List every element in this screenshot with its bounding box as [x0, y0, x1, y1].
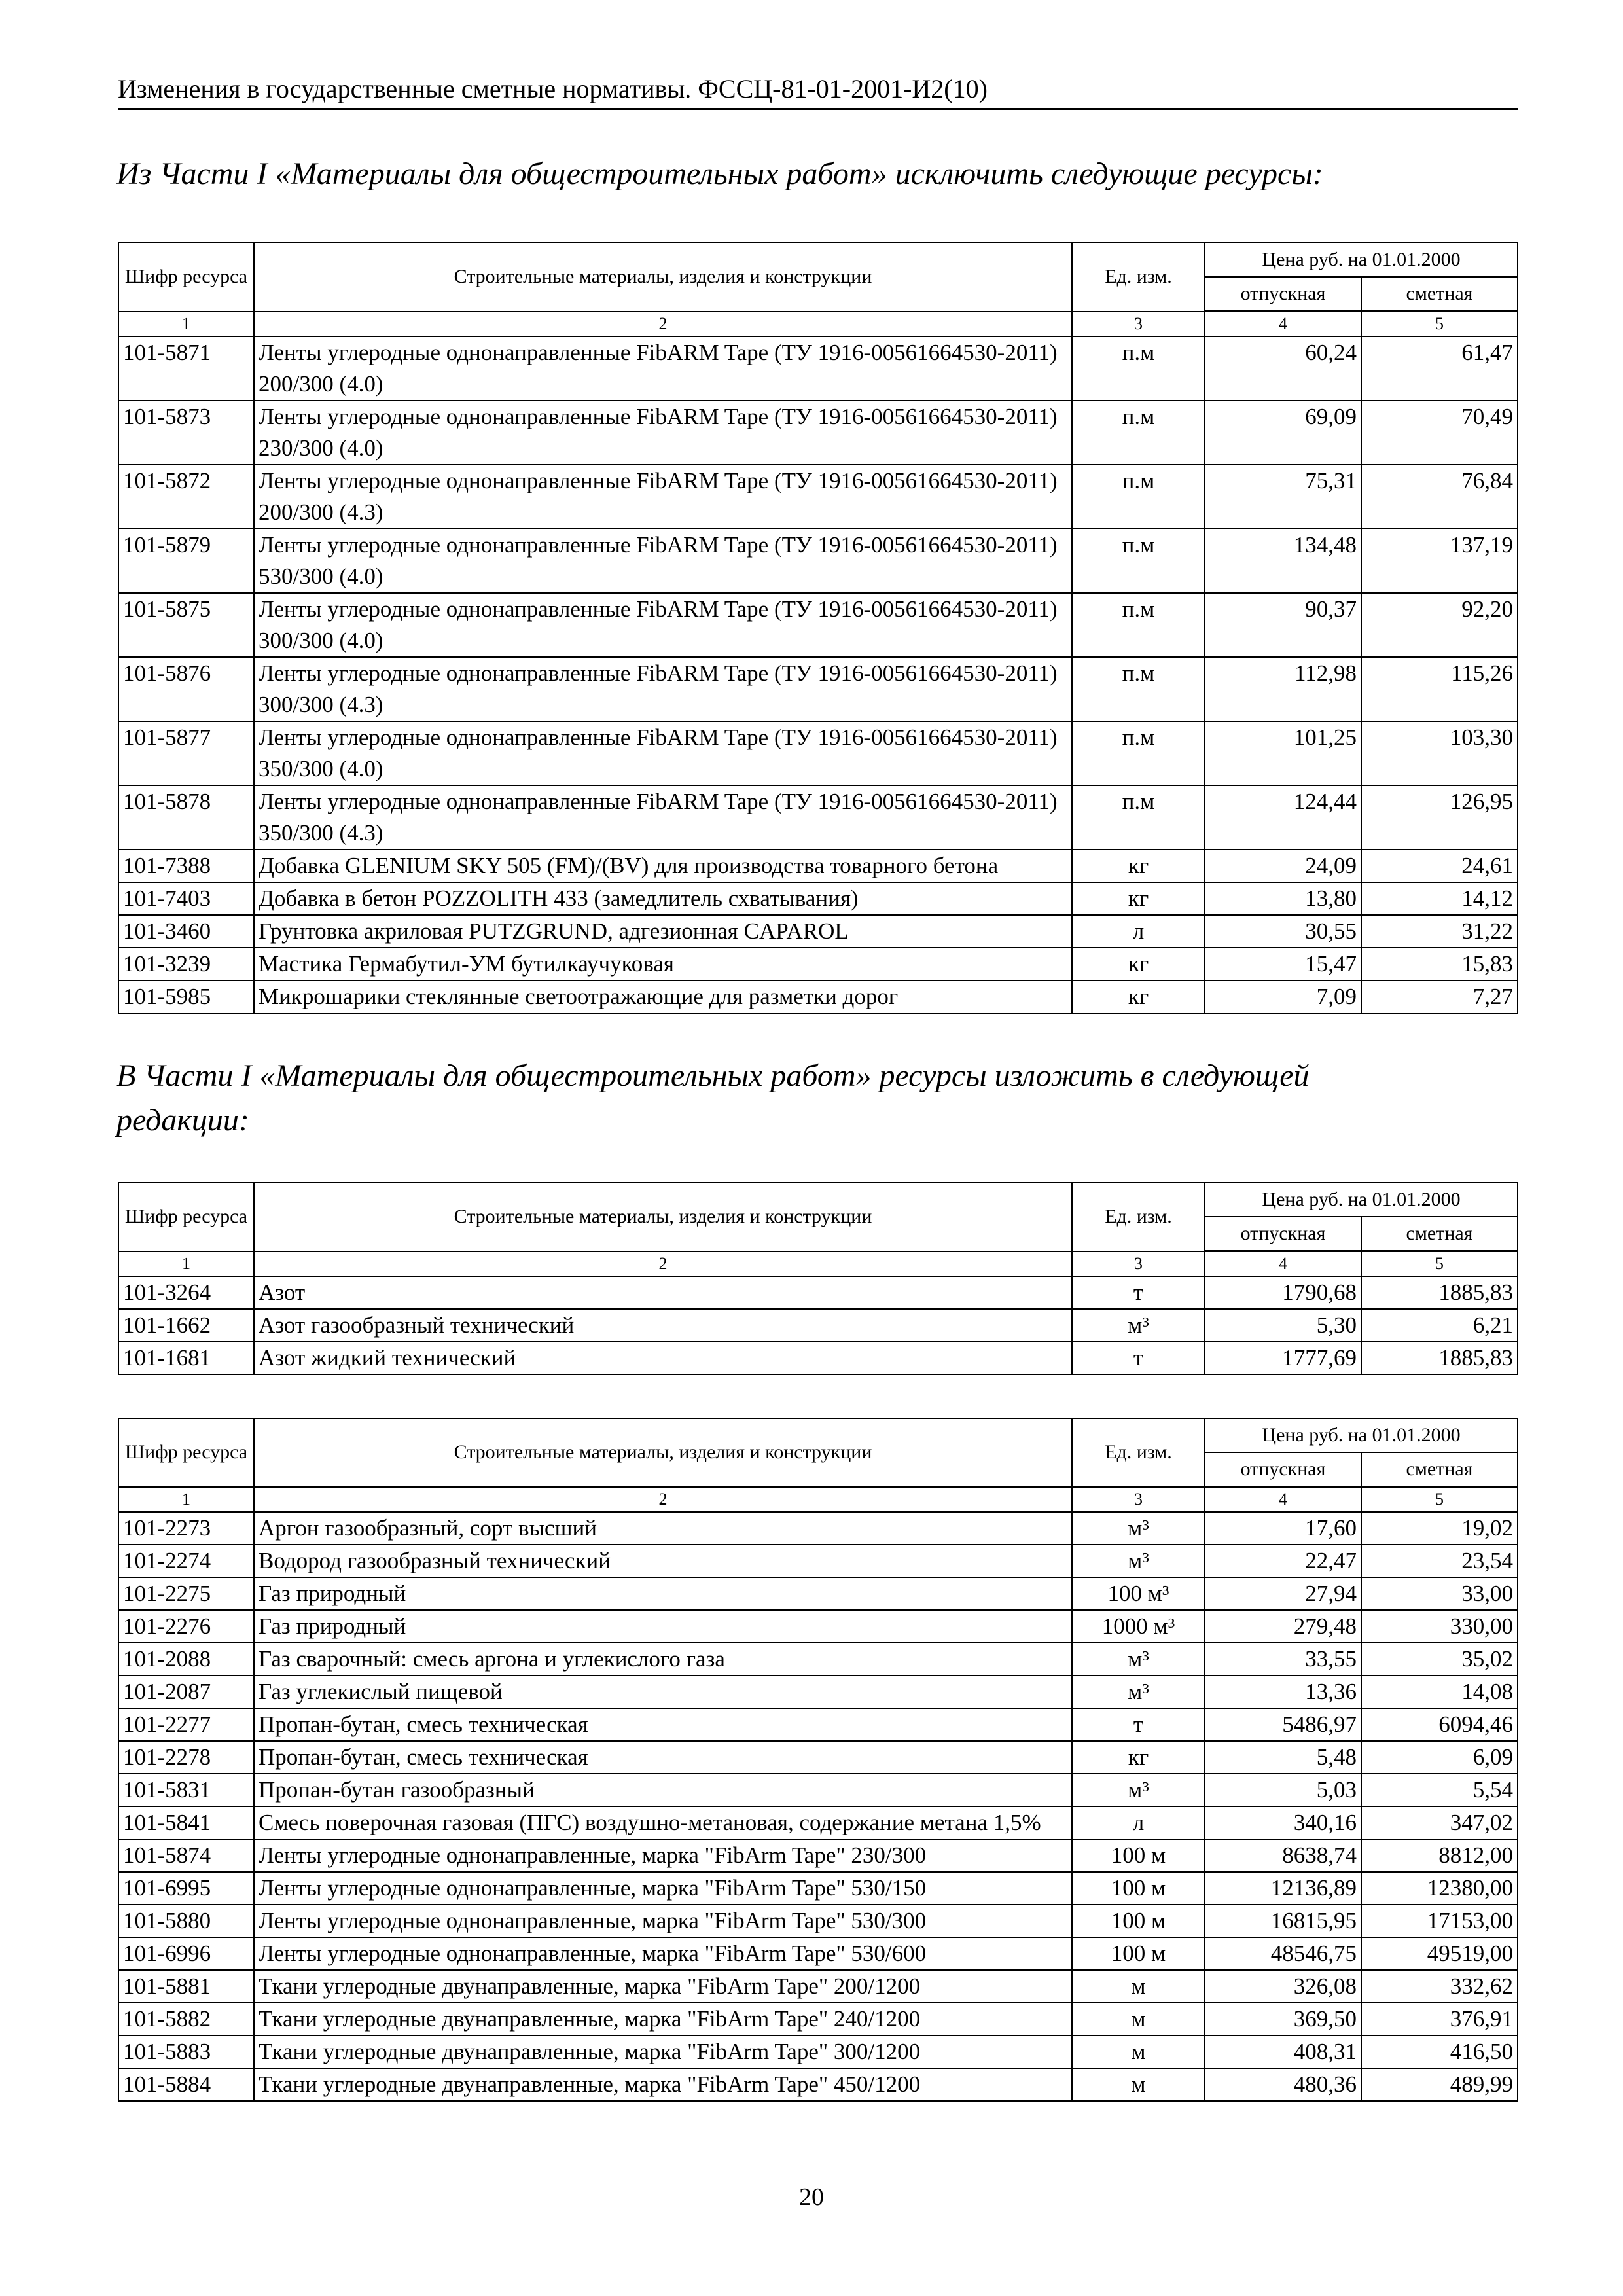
table-row: [118, 1676, 1518, 1708]
column-number: 4: [1205, 1487, 1361, 1513]
table-row: [118, 915, 1518, 948]
resource-name: Аргон газообразный, сорт высший: [254, 1512, 1072, 1545]
unit: л: [1072, 1806, 1205, 1839]
resource-name: Ленты углеродные однонаправленные, марка "FibArm Tape" 530/300: [254, 1905, 1072, 1937]
unit: кг: [1072, 1741, 1205, 1774]
release-price: 22,47: [1205, 1545, 1361, 1577]
estimate-price: 23,54: [1361, 1545, 1518, 1577]
resource-name: Азот: [254, 1276, 1072, 1309]
column-number: 2: [254, 312, 1072, 337]
table-row: [118, 657, 1518, 721]
resource-code: 101-5831: [118, 1774, 254, 1806]
release-price: 60,24: [1205, 336, 1361, 401]
resource-name: Ленты углеродные однонаправленные FibARM Tape (ТУ 1916-00561664530-2011) 350/300 (4.3): [254, 785, 1072, 850]
table-row: [118, 593, 1518, 657]
estimate-price: 5,54: [1361, 1774, 1518, 1806]
resource-name: Добавка GLENIUM SKY 505 (FM)/(BV) для производства товарного бетона: [254, 850, 1072, 882]
release-price: 27,94: [1205, 1577, 1361, 1610]
resource-code: 101-5985: [118, 980, 254, 1013]
table-row: [118, 1774, 1518, 1806]
table-row: [118, 1545, 1518, 1577]
resource-code: 101-1662: [118, 1309, 254, 1342]
unit: м: [1072, 1970, 1205, 2003]
release-price: 90,37: [1205, 593, 1361, 657]
resource-code: 101-6996: [118, 1937, 254, 1970]
estimate-price: 70,49: [1361, 401, 1518, 465]
resource-name: Добавка в бетон POZZOLITH 433 (замедлитель схватывания): [254, 882, 1072, 915]
release-price: 7,09: [1205, 980, 1361, 1013]
resource-name: Ленты углеродные однонаправленные FibARM Tape (ТУ 1916-00561664530-2011) 200/300 (4.0): [254, 336, 1072, 401]
estimate-price: 6,21: [1361, 1309, 1518, 1342]
table-row: [118, 1276, 1518, 1309]
unit: п.м: [1072, 529, 1205, 593]
resource-code: 101-7388: [118, 850, 254, 882]
unit: 100 м: [1072, 1839, 1205, 1872]
resource-code: 101-5872: [118, 465, 254, 529]
column-number: 3: [1072, 312, 1205, 337]
estimate-price: 49519,00: [1361, 1937, 1518, 1970]
unit: л: [1072, 915, 1205, 948]
unit: п.м: [1072, 336, 1205, 401]
section-title-exclude: Из Части I «Материалы для общестроительных работ» исключить следующие ресурсы:: [116, 156, 1323, 191]
resource-name: Микрошарики стеклянные светоотражающие для разметки дорог: [254, 980, 1072, 1013]
column-header-unit: Ед. изм.: [1072, 1418, 1205, 1487]
release-price: 1777,69: [1205, 1342, 1361, 1374]
unit: п.м: [1072, 465, 1205, 529]
estimate-price: 115,26: [1361, 657, 1518, 721]
release-price: 279,48: [1205, 1610, 1361, 1643]
release-price: 101,25: [1205, 721, 1361, 785]
table-row: [118, 948, 1518, 980]
resource-name: Газ углекислый пищевой: [254, 1676, 1072, 1708]
table-row: [118, 1872, 1518, 1905]
unit: м: [1072, 2003, 1205, 2036]
page-number: 20: [799, 2183, 824, 2211]
resource-name: Газ природный: [254, 1610, 1072, 1643]
resource-name: Ткани углеродные двунаправленные, марка "FibArm Tape" 240/1200: [254, 2003, 1072, 2036]
unit: м³: [1072, 1676, 1205, 1708]
column-number: 4: [1205, 312, 1361, 337]
resource-name: Ленты углеродные однонаправленные FibARM Tape (ТУ 1916-00561664530-2011) 300/300 (4.0): [254, 593, 1072, 657]
release-price: 480,36: [1205, 2068, 1361, 2101]
resource-code: 101-5877: [118, 721, 254, 785]
column-header-name: Строительные материалы, изделия и конструкции: [254, 243, 1072, 312]
table-row: [118, 1577, 1518, 1610]
unit: м³: [1072, 1309, 1205, 1342]
column-header-price: Цена руб. на 01.01.2000: [1205, 1418, 1518, 1452]
resource-name: Мастика Гермабутил-УМ бутилкаучуковая: [254, 948, 1072, 980]
table-row: [118, 529, 1518, 593]
section-title-revise: В Части I «Материалы для общестроительных работ» ресурсы изложить в следующей редакции:: [116, 1058, 1310, 1138]
table-row: [118, 1806, 1518, 1839]
table-row: [118, 2036, 1518, 2068]
column-header-code: Шифр ресурса: [118, 243, 254, 312]
table-row: [118, 1708, 1518, 1741]
release-price: 15,47: [1205, 948, 1361, 980]
resource-code: 101-5841: [118, 1806, 254, 1839]
release-price: 16815,95: [1205, 1905, 1361, 1937]
resource-code: 101-2276: [118, 1610, 254, 1643]
resource-code: 101-2273: [118, 1512, 254, 1545]
estimate-price: 61,47: [1361, 336, 1518, 401]
resource-code: 101-5876: [118, 657, 254, 721]
resource-name: Ленты углеродные однонаправленные, марка "FibArm Tape" 530/150: [254, 1872, 1072, 1905]
table-row: [118, 1342, 1518, 1374]
release-price: 30,55: [1205, 915, 1361, 948]
unit: 100 м: [1072, 1937, 1205, 1970]
unit: п.м: [1072, 593, 1205, 657]
unit: кг: [1072, 948, 1205, 980]
estimate-price: 33,00: [1361, 1577, 1518, 1610]
release-price: 408,31: [1205, 2036, 1361, 2068]
release-price: 369,50: [1205, 2003, 1361, 2036]
estimate-price: 376,91: [1361, 2003, 1518, 2036]
unit: 100 м: [1072, 1905, 1205, 1937]
resource-name: Ленты углеродные однонаправленные FibARM Tape (ТУ 1916-00561664530-2011) 530/300 (4.0): [254, 529, 1072, 593]
release-price: 340,16: [1205, 1806, 1361, 1839]
release-price: 5,30: [1205, 1309, 1361, 1342]
estimate-price: 76,84: [1361, 465, 1518, 529]
nitrogen-resources-table: [118, 1182, 1518, 1375]
resource-name: Ткани углеродные двунаправленные, марка "FibArm Tape" 300/1200: [254, 2036, 1072, 2068]
column-header-price: Цена руб. на 01.01.2000: [1205, 1183, 1518, 1217]
resource-code: 101-1681: [118, 1342, 254, 1374]
gas-and-tape-resources-table: [118, 1418, 1518, 2102]
resource-code: 101-2087: [118, 1676, 254, 1708]
table-row: [118, 1937, 1518, 1970]
estimate-price: 6094,46: [1361, 1708, 1518, 1741]
unit: кг: [1072, 850, 1205, 882]
column-header-release-price: отпускная: [1205, 1217, 1361, 1251]
release-price: 12136,89: [1205, 1872, 1361, 1905]
resource-code: 101-3460: [118, 915, 254, 948]
column-header-estimate-price: сметная: [1361, 1452, 1518, 1487]
release-price: 75,31: [1205, 465, 1361, 529]
column-number: 2: [254, 1251, 1072, 1277]
resource-code: 101-5881: [118, 1970, 254, 2003]
estimate-price: 92,20: [1361, 593, 1518, 657]
resource-code: 101-2275: [118, 1577, 254, 1610]
release-price: 24,09: [1205, 850, 1361, 882]
estimate-price: 14,12: [1361, 882, 1518, 915]
table-row: [118, 882, 1518, 915]
resource-code: 101-2278: [118, 1741, 254, 1774]
estimate-price: 137,19: [1361, 529, 1518, 593]
table-row: [118, 1970, 1518, 2003]
column-header-code: Шифр ресурса: [118, 1183, 254, 1251]
resource-code: 101-5871: [118, 336, 254, 401]
resource-name: Ткани углеродные двунаправленные, марка "FibArm Tape" 200/1200: [254, 1970, 1072, 2003]
estimate-price: 103,30: [1361, 721, 1518, 785]
resource-name: Ленты углеродные однонаправленные, марка "FibArm Tape" 530/600: [254, 1937, 1072, 1970]
running-header: Изменения в государственные сметные нормативы. ФССЦ-81-01-2001-И2(10): [118, 73, 1518, 110]
release-price: 48546,75: [1205, 1937, 1361, 1970]
estimate-price: 24,61: [1361, 850, 1518, 882]
release-price: 112,98: [1205, 657, 1361, 721]
unit: п.м: [1072, 401, 1205, 465]
estimate-price: 31,22: [1361, 915, 1518, 948]
unit: 100 м: [1072, 1872, 1205, 1905]
unit: т: [1072, 1708, 1205, 1741]
resource-name: Газ сварочный: смесь аргона и углекислого газа: [254, 1643, 1072, 1676]
resource-code: 101-7403: [118, 882, 254, 915]
table-row: [118, 1741, 1518, 1774]
column-header-unit: Ед. изм.: [1072, 243, 1205, 312]
estimate-price: 1885,83: [1361, 1276, 1518, 1309]
estimate-price: 489,99: [1361, 2068, 1518, 2101]
resource-name: Ленты углеродные однонаправленные FibARM Tape (ТУ 1916-00561664530-2011) 350/300 (4.0): [254, 721, 1072, 785]
resource-code: 101-5879: [118, 529, 254, 593]
column-number: 3: [1072, 1487, 1205, 1513]
release-price: 5,48: [1205, 1741, 1361, 1774]
release-price: 326,08: [1205, 1970, 1361, 2003]
resource-name: Пропан-бутан газообразный: [254, 1774, 1072, 1806]
column-number: 4: [1205, 1251, 1361, 1277]
table-row: [118, 850, 1518, 882]
release-price: 124,44: [1205, 785, 1361, 850]
unit: т: [1072, 1276, 1205, 1309]
estimate-price: 6,09: [1361, 1741, 1518, 1774]
unit: п.м: [1072, 657, 1205, 721]
resource-name: Газ природный: [254, 1577, 1072, 1610]
resource-code: 101-5880: [118, 1905, 254, 1937]
table-row: [118, 1309, 1518, 1342]
column-number: 1: [118, 312, 254, 337]
column-number: 5: [1361, 1251, 1518, 1277]
resource-name: Пропан-бутан, смесь техническая: [254, 1741, 1072, 1774]
table-row: [118, 1512, 1518, 1545]
table-row: [118, 980, 1518, 1013]
column-number: 1: [118, 1487, 254, 1513]
estimate-price: 19,02: [1361, 1512, 1518, 1545]
unit: м³: [1072, 1774, 1205, 1806]
estimate-price: 12380,00: [1361, 1872, 1518, 1905]
resource-code: 101-3239: [118, 948, 254, 980]
unit: м³: [1072, 1643, 1205, 1676]
table-row: [118, 721, 1518, 785]
column-number: 3: [1072, 1251, 1205, 1277]
column-number: 5: [1361, 1487, 1518, 1513]
resource-name: Водород газообразный технический: [254, 1545, 1072, 1577]
estimate-price: 347,02: [1361, 1806, 1518, 1839]
table-row: [118, 1610, 1518, 1643]
resource-code: 101-2277: [118, 1708, 254, 1741]
resource-code: 101-5875: [118, 593, 254, 657]
resource-name: Ленты углеродные однонаправленные FibARM Tape (ТУ 1916-00561664530-2011) 300/300 (4.3): [254, 657, 1072, 721]
release-price: 13,36: [1205, 1676, 1361, 1708]
column-number: 5: [1361, 312, 1518, 337]
release-price: 33,55: [1205, 1643, 1361, 1676]
estimate-price: 35,02: [1361, 1643, 1518, 1676]
resource-code: 101-6995: [118, 1872, 254, 1905]
excluded-resources-table: [118, 242, 1518, 1014]
table-row: [118, 1643, 1518, 1676]
table-row: [118, 401, 1518, 465]
release-price: 69,09: [1205, 401, 1361, 465]
release-price: 13,80: [1205, 882, 1361, 915]
table-row: [118, 2003, 1518, 2036]
estimate-price: 126,95: [1361, 785, 1518, 850]
release-price: 134,48: [1205, 529, 1361, 593]
column-header-name: Строительные материалы, изделия и конструкции: [254, 1183, 1072, 1251]
release-price: 1790,68: [1205, 1276, 1361, 1309]
resource-name: Азот жидкий технический: [254, 1342, 1072, 1374]
unit: 1000 м³: [1072, 1610, 1205, 1643]
column-header-name: Строительные материалы, изделия и конструкции: [254, 1418, 1072, 1487]
column-number: 1: [118, 1251, 254, 1277]
estimate-price: 8812,00: [1361, 1839, 1518, 1872]
unit: м³: [1072, 1512, 1205, 1545]
resource-code: 101-2088: [118, 1643, 254, 1676]
table-row: [118, 785, 1518, 850]
column-header-release-price: отпускная: [1205, 1452, 1361, 1487]
estimate-price: 14,08: [1361, 1676, 1518, 1708]
unit: т: [1072, 1342, 1205, 1374]
column-number: 2: [254, 1487, 1072, 1513]
column-header-price: Цена руб. на 01.01.2000: [1205, 243, 1518, 277]
column-header-code: Шифр ресурса: [118, 1418, 254, 1487]
resource-name: Смесь поверочная газовая (ПГС) воздушно-метановая, содержание метана 1,5%: [254, 1806, 1072, 1839]
unit: 100 м³: [1072, 1577, 1205, 1610]
resource-name: Грунтовка акриловая PUTZGRUND, адгезионная CAPAROL: [254, 915, 1072, 948]
estimate-price: 332,62: [1361, 1970, 1518, 2003]
column-header-estimate-price: сметная: [1361, 1217, 1518, 1251]
release-price: 8638,74: [1205, 1839, 1361, 1872]
column-header-estimate-price: сметная: [1361, 277, 1518, 312]
estimate-price: 330,00: [1361, 1610, 1518, 1643]
resource-code: 101-5883: [118, 2036, 254, 2068]
unit: м: [1072, 2036, 1205, 2068]
resource-code: 101-5874: [118, 1839, 254, 1872]
estimate-price: 7,27: [1361, 980, 1518, 1013]
estimate-price: 17153,00: [1361, 1905, 1518, 1937]
resource-name: Ткани углеродные двунаправленные, марка "FibArm Tape" 450/1200: [254, 2068, 1072, 2101]
unit: кг: [1072, 882, 1205, 915]
column-header-release-price: отпускная: [1205, 277, 1361, 312]
table-row: [118, 1839, 1518, 1872]
table-row: [118, 2068, 1518, 2101]
unit: п.м: [1072, 785, 1205, 850]
resource-code: 101-5878: [118, 785, 254, 850]
resource-name: Ленты углеродные однонаправленные, марка "FibArm Tape" 230/300: [254, 1839, 1072, 1872]
resource-name: Азот газообразный технический: [254, 1309, 1072, 1342]
table-row: [118, 1905, 1518, 1937]
unit: кг: [1072, 980, 1205, 1013]
estimate-price: 1885,83: [1361, 1342, 1518, 1374]
release-price: 17,60: [1205, 1512, 1361, 1545]
resource-name: Ленты углеродные однонаправленные FibARM Tape (ТУ 1916-00561664530-2011) 200/300 (4.3): [254, 465, 1072, 529]
estimate-price: 15,83: [1361, 948, 1518, 980]
resource-code: 101-5882: [118, 2003, 254, 2036]
resource-code: 101-3264: [118, 1276, 254, 1309]
release-price: 5486,97: [1205, 1708, 1361, 1741]
resource-code: 101-5884: [118, 2068, 254, 2101]
unit: м: [1072, 2068, 1205, 2101]
release-price: 5,03: [1205, 1774, 1361, 1806]
unit: м³: [1072, 1545, 1205, 1577]
resource-name: Пропан-бутан, смесь техническая: [254, 1708, 1072, 1741]
resource-code: 101-5873: [118, 401, 254, 465]
column-header-unit: Ед. изм.: [1072, 1183, 1205, 1251]
estimate-price: 416,50: [1361, 2036, 1518, 2068]
table-row: [118, 465, 1518, 529]
unit: п.м: [1072, 721, 1205, 785]
resource-code: 101-2274: [118, 1545, 254, 1577]
table-row: [118, 336, 1518, 401]
resource-name: Ленты углеродные однонаправленные FibARM Tape (ТУ 1916-00561664530-2011) 230/300 (4.0): [254, 401, 1072, 465]
